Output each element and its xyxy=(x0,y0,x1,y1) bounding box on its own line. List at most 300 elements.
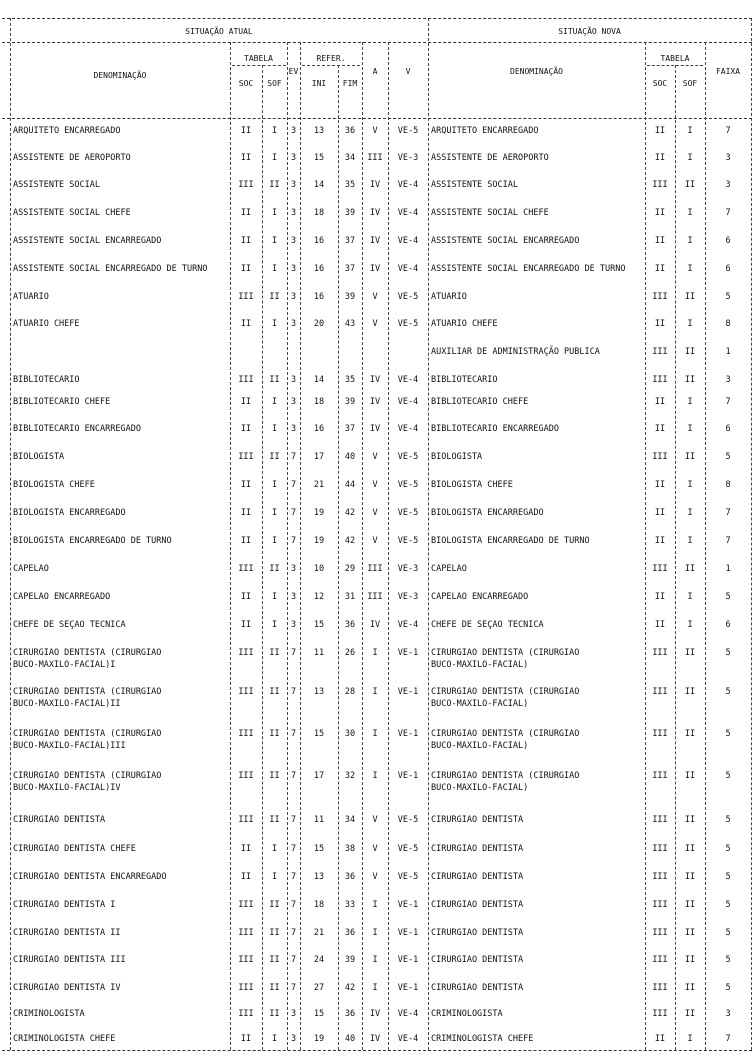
cell-a: V xyxy=(372,292,378,302)
cell-ev: 3 xyxy=(290,564,297,574)
cell-faixa: 6 xyxy=(725,264,731,274)
current-denominacao: CIRURGIAO DENTISTA CHEFE xyxy=(13,844,136,854)
cell-nsoc: II xyxy=(654,264,666,274)
cell-fim: 40 xyxy=(344,452,356,462)
col-header-denominacao: DENOMINAÇÃO xyxy=(93,71,147,80)
current-denominacao: ASSISTENTE SOCIAL ENCARREGADO xyxy=(13,236,162,246)
cell-ev: 3 xyxy=(290,592,297,602)
col-header-tabela-new: TABELA xyxy=(660,54,690,63)
cell-fim: 33 xyxy=(344,900,356,910)
cell-nsof: I xyxy=(687,424,693,434)
cell-v: VE-1 xyxy=(397,900,419,910)
cell-fim: 26 xyxy=(344,648,356,658)
cell-ev: 7 xyxy=(290,536,297,546)
cell-a: V xyxy=(372,452,378,462)
current-denominacao: BUCO-MAXILO-FACIAL)III xyxy=(13,741,126,751)
cell-fim: 30 xyxy=(344,729,356,739)
cell-a: V xyxy=(372,319,378,329)
cell-ini: 17 xyxy=(313,771,325,781)
cell-ini: 21 xyxy=(313,928,325,938)
new-denominacao: BIOLOGISTA ENCARREGADO xyxy=(431,508,544,518)
new-denominacao: BIOLOGISTA xyxy=(431,452,483,462)
cell-faixa: 5 xyxy=(725,729,731,739)
cell-nsof: II xyxy=(684,1009,696,1019)
new-denominacao: BUCO-MAXILO-FACIAL) xyxy=(431,783,529,793)
cell-nsof: I xyxy=(687,536,693,546)
cell-nsof: I xyxy=(687,236,693,246)
cell-sof: I xyxy=(271,508,278,518)
cell-sof: II xyxy=(269,983,280,993)
cell-nsoc: III xyxy=(652,292,668,302)
cell-ini: 17 xyxy=(313,452,325,462)
cell-ini: 24 xyxy=(313,955,325,965)
cell-soc: II xyxy=(240,620,252,630)
current-denominacao: ASSISTENTE SOCIAL ENCARREGADO DE TURNO xyxy=(13,264,208,274)
col-header-v: V xyxy=(405,67,411,76)
cell-fim: 37 xyxy=(344,236,356,246)
cell-soc: III xyxy=(238,900,254,910)
cell-fim: 36 xyxy=(344,928,356,938)
cell-ev: 3 xyxy=(290,319,297,329)
new-denominacao: BUCO-MAXILO-FACIAL) xyxy=(431,699,529,709)
cell-soc: III xyxy=(238,1009,254,1019)
cell-soc: III xyxy=(238,648,254,658)
new-denominacao: CIRURGIAO DENTISTA xyxy=(431,844,524,854)
cell-a: V xyxy=(372,126,378,136)
cell-nsof: II xyxy=(684,648,696,658)
cell-soc: II xyxy=(240,508,252,518)
current-denominacao: ATUARIO xyxy=(13,292,49,302)
current-denominacao: BUCO-MAXILO-FACIAL)II xyxy=(13,699,121,709)
cell-ini: 13 xyxy=(313,126,325,136)
cell-fim: 36 xyxy=(344,872,356,882)
cell-ini: 10 xyxy=(313,564,325,574)
cell-sof: II xyxy=(269,292,280,302)
cell-v: VE-5 xyxy=(397,536,419,546)
cell-nsoc: III xyxy=(652,564,668,574)
cell-nsoc: III xyxy=(652,1009,668,1019)
cell-ev: 7 xyxy=(290,508,297,518)
bottom-rule xyxy=(2,1050,752,1051)
cell-nsoc: III xyxy=(652,375,668,385)
cell-a: I xyxy=(372,729,378,739)
cell-ini: 13 xyxy=(313,687,325,697)
cell-fim: 42 xyxy=(344,508,356,518)
cell-soc: II xyxy=(240,424,252,434)
cell-sof: II xyxy=(269,452,280,462)
cell-ev: 3 xyxy=(290,208,297,218)
new-denominacao: CIRURGIAO DENTISTA xyxy=(431,983,524,993)
cell-v: VE-4 xyxy=(397,208,419,218)
cell-faixa: 5 xyxy=(725,983,731,993)
cell-v: VE-4 xyxy=(397,1034,419,1044)
cell-fim: 38 xyxy=(344,844,356,854)
cell-nsoc: III xyxy=(652,928,668,938)
new-denominacao: CIRURGIAO DENTISTA xyxy=(431,815,524,825)
cell-nsoc: III xyxy=(652,180,668,190)
cell-nsoc: III xyxy=(652,648,668,658)
cell-v: VE-4 xyxy=(397,424,419,434)
cell-ini: 12 xyxy=(313,592,325,602)
cell-sof: II xyxy=(269,687,280,697)
cell-faixa: 3 xyxy=(725,180,731,190)
cell-fim: 44 xyxy=(344,480,356,490)
cell-sof: I xyxy=(271,126,278,136)
cell-ev: 3 xyxy=(290,620,297,630)
cell-nsof: I xyxy=(687,620,693,630)
cell-nsof: II xyxy=(684,771,696,781)
cell-sof: I xyxy=(271,424,278,434)
cell-faixa: 6 xyxy=(725,620,731,630)
cell-sof: II xyxy=(269,771,280,781)
new-denominacao: BIBLIOTECARIO xyxy=(431,375,498,385)
cell-fim: 39 xyxy=(344,292,356,302)
new-denominacao: CHEFE DE SEÇAO TECNICA xyxy=(431,620,544,630)
cell-nsof: II xyxy=(684,452,696,462)
cell-a: IV xyxy=(369,424,381,434)
new-denominacao: BIOLOGISTA CHEFE xyxy=(431,480,513,490)
new-denominacao: CIRURGIAO DENTISTA xyxy=(431,900,524,910)
col-header-soc: SOC xyxy=(238,79,254,88)
cell-v: VE-1 xyxy=(397,983,419,993)
cell-v: VE-4 xyxy=(397,264,419,274)
cell-nsof: I xyxy=(687,397,693,407)
col-header-sof-new: SOF xyxy=(682,79,698,88)
cell-soc: II xyxy=(240,480,252,490)
cell-ini: 19 xyxy=(313,1034,325,1044)
cell-sof: I xyxy=(271,1034,278,1044)
cell-fim: 28 xyxy=(344,687,356,697)
cell-fim: 36 xyxy=(344,1009,356,1019)
cell-v: VE-1 xyxy=(397,648,419,658)
cell-ini: 16 xyxy=(313,236,325,246)
cell-nsoc: II xyxy=(654,1034,666,1044)
cell-faixa: 5 xyxy=(725,844,731,854)
cell-a: V xyxy=(372,508,378,518)
cell-ini: 11 xyxy=(313,815,325,825)
cell-v: VE-4 xyxy=(397,236,419,246)
cell-ini: 15 xyxy=(313,620,325,630)
new-denominacao: CIRURGIAO DENTISTA (CIRURGIAO xyxy=(431,729,580,739)
cell-ev: 7 xyxy=(290,928,297,938)
cell-faixa: 5 xyxy=(725,955,731,965)
cell-v: VE-3 xyxy=(397,564,419,574)
cell-nsoc: III xyxy=(652,844,668,854)
cell-sof: I xyxy=(271,236,278,246)
cell-faixa: 5 xyxy=(725,648,731,658)
cell-v: VE-3 xyxy=(397,153,419,163)
cell-nsof: II xyxy=(684,983,696,993)
cell-nsof: I xyxy=(687,592,693,602)
cell-ini: 27 xyxy=(313,983,325,993)
cell-nsoc: II xyxy=(654,536,666,546)
current-denominacao: BIBLIOTECARIO CHEFE xyxy=(13,397,111,407)
cell-faixa: 8 xyxy=(725,480,731,490)
cell-nsof: II xyxy=(684,844,696,854)
cell-ini: 15 xyxy=(313,153,325,163)
current-denominacao: ARQUITETO ENCARREGADO xyxy=(13,126,121,136)
new-denominacao: ASSISTENTE DE AEROPORTO xyxy=(431,153,549,163)
cell-faixa: 5 xyxy=(725,900,731,910)
cell-v: VE-4 xyxy=(397,397,419,407)
cell-faixa: 5 xyxy=(725,771,731,781)
cell-fim: 36 xyxy=(344,126,356,136)
cell-ini: 13 xyxy=(313,872,325,882)
cell-v: VE-5 xyxy=(397,292,419,302)
cell-a: V xyxy=(372,872,378,882)
current-denominacao: BIOLOGISTA ENCARREGADO xyxy=(13,508,126,518)
cell-ev: 3 xyxy=(290,1034,297,1044)
current-denominacao: ASSISTENTE SOCIAL CHEFE xyxy=(13,208,131,218)
cell-sof: I xyxy=(271,319,278,329)
cell-fim: 43 xyxy=(344,319,356,329)
cell-nsoc: III xyxy=(652,900,668,910)
new-denominacao: CIRURGIAO DENTISTA (CIRURGIAO xyxy=(431,687,580,697)
cell-nsoc: II xyxy=(654,592,666,602)
cell-sof: I xyxy=(271,208,278,218)
cell-soc: III xyxy=(238,815,254,825)
new-denominacao: BIBLIOTECARIO CHEFE xyxy=(431,397,529,407)
cell-nsoc: III xyxy=(652,729,668,739)
cell-soc: III xyxy=(238,452,254,462)
current-denominacao: CIRURGIAO DENTISTA xyxy=(13,815,106,825)
cell-ini: 19 xyxy=(313,536,325,546)
cell-nsoc: II xyxy=(654,126,666,136)
cell-nsof: I xyxy=(687,508,693,518)
cell-v: VE-5 xyxy=(397,508,419,518)
current-denominacao: CIRURGIAO DENTISTA ENCARREGADO xyxy=(13,872,167,882)
cell-sof: I xyxy=(271,153,278,163)
cell-a: IV xyxy=(369,620,381,630)
cell-nsof: II xyxy=(684,900,696,910)
cell-a: IV xyxy=(369,397,381,407)
cell-nsof: II xyxy=(684,928,696,938)
cell-soc: III xyxy=(238,375,254,385)
cell-ev: 7 xyxy=(290,815,297,825)
new-denominacao: ATUARIO xyxy=(431,292,467,302)
cell-soc: III xyxy=(238,292,254,302)
cell-faixa: 3 xyxy=(725,153,731,163)
right-title: SITUAÇÃO NOVA xyxy=(558,27,621,36)
new-denominacao: ASSISTENTE SOCIAL xyxy=(431,180,518,190)
cell-faixa: 5 xyxy=(725,687,731,697)
cell-a: IV xyxy=(369,180,381,190)
cell-a: I xyxy=(372,648,378,658)
new-denominacao: BIBLIOTECARIO ENCARREGADO xyxy=(431,424,559,434)
cell-v: VE-5 xyxy=(397,815,419,825)
cell-fim: 35 xyxy=(344,375,356,385)
right-border xyxy=(751,18,752,1050)
cell-a: V xyxy=(372,480,378,490)
cell-sof: I xyxy=(271,844,278,854)
cell-v: VE-1 xyxy=(397,687,419,697)
cell-nsof: II xyxy=(684,815,696,825)
cell-faixa: 7 xyxy=(725,508,731,518)
cell-nsof: II xyxy=(684,292,696,302)
new-denominacao: ASSISTENTE SOCIAL ENCARREGADO DE TURNO xyxy=(431,264,626,274)
current-denominacao: CHEFE DE SEÇAO TECNICA xyxy=(13,620,126,630)
cell-nsoc: III xyxy=(652,872,668,882)
col-header-a: A xyxy=(372,67,378,76)
cell-faixa: 3 xyxy=(725,375,731,385)
cell-ev: 3 xyxy=(290,180,297,190)
cell-v: VE-5 xyxy=(397,126,419,136)
cell-nsoc: III xyxy=(652,815,668,825)
cell-ev: 7 xyxy=(290,648,297,658)
cell-fim: 34 xyxy=(344,153,356,163)
cell-ini: 16 xyxy=(313,424,325,434)
cell-sof: I xyxy=(271,264,278,274)
cell-nsoc: II xyxy=(654,236,666,246)
cell-sof: II xyxy=(269,729,280,739)
cell-a: IV xyxy=(369,208,381,218)
cell-ev: 7 xyxy=(290,771,297,781)
cell-a: IV xyxy=(369,1034,381,1044)
left-border xyxy=(10,18,11,1050)
new-denominacao: AUXILIAR DE ADMINISTRAÇÃO PUBLICA xyxy=(431,347,600,357)
cell-faixa: 5 xyxy=(725,292,731,302)
cell-faixa: 8 xyxy=(725,319,731,329)
cell-sof: I xyxy=(271,872,278,882)
cell-nsoc: III xyxy=(652,347,668,357)
current-denominacao: CIRURGIAO DENTISTA (CIRURGIAO xyxy=(13,729,162,739)
cell-fim: 29 xyxy=(344,564,356,574)
cell-nsof: I xyxy=(687,319,693,329)
cell-nsoc: III xyxy=(652,983,668,993)
cell-fim: 39 xyxy=(344,208,356,218)
cell-fim: 39 xyxy=(344,955,356,965)
cell-ev: 7 xyxy=(290,687,297,697)
left-title: SITUAÇÃO ATUAL xyxy=(185,27,253,36)
cell-v: VE-5 xyxy=(397,872,419,882)
cell-fim: 42 xyxy=(344,536,356,546)
new-denominacao: CIRURGIAO DENTISTA xyxy=(431,928,524,938)
cell-nsof: II xyxy=(684,347,696,357)
cell-soc: III xyxy=(238,564,254,574)
cell-v: VE-5 xyxy=(397,844,419,854)
cell-ev: 7 xyxy=(290,983,297,993)
cell-nsoc: II xyxy=(654,480,666,490)
col-header-faixa: FAIXA xyxy=(715,67,741,76)
cell-ev: 7 xyxy=(290,480,297,490)
cell-nsof: II xyxy=(684,564,696,574)
cell-soc: II xyxy=(240,844,252,854)
cell-soc: II xyxy=(240,1034,252,1044)
cell-nsof: II xyxy=(684,375,696,385)
cell-v: VE-4 xyxy=(397,180,419,190)
cell-sof: II xyxy=(269,928,280,938)
cell-a: V xyxy=(372,844,378,854)
cell-v: VE-1 xyxy=(397,729,419,739)
cell-a: IV xyxy=(369,264,381,274)
cell-fim: 42 xyxy=(344,983,356,993)
cell-fim: 40 xyxy=(344,1034,356,1044)
cell-sof: I xyxy=(271,480,278,490)
header-bottom-rule xyxy=(2,118,752,119)
new-denominacao: BIOLOGISTA ENCARREGADO DE TURNO xyxy=(431,536,590,546)
cell-ini: 15 xyxy=(313,729,325,739)
current-denominacao: BUCO-MAXILO-FACIAL)IV xyxy=(13,783,121,793)
cell-a: I xyxy=(372,771,378,781)
cell-a: IV xyxy=(369,1009,381,1019)
tabela-sub-rule-new xyxy=(647,65,703,66)
cell-fim: 37 xyxy=(344,264,356,274)
middle-divider xyxy=(428,18,429,1050)
cell-faixa: 7 xyxy=(725,126,731,136)
cell-soc: II xyxy=(240,208,252,218)
cell-ev: 7 xyxy=(290,872,297,882)
cell-a: I xyxy=(372,983,378,993)
cell-v: VE-1 xyxy=(397,771,419,781)
cell-ev: 7 xyxy=(290,900,297,910)
top-rule xyxy=(2,18,752,19)
new-denominacao: CIRURGIAO DENTISTA xyxy=(431,955,524,965)
current-denominacao: BIBLIOTECARIO ENCARREGADO xyxy=(13,424,141,434)
cell-ini: 15 xyxy=(313,1009,325,1019)
cell-v: VE-4 xyxy=(397,1009,419,1019)
cell-ev: 3 xyxy=(290,1009,297,1019)
current-denominacao: ASSISTENTE SOCIAL xyxy=(13,180,100,190)
current-denominacao: CIRURGIAO DENTISTA I xyxy=(13,900,116,910)
current-denominacao: BIOLOGISTA xyxy=(13,452,65,462)
cell-soc: III xyxy=(238,180,254,190)
cell-soc: II xyxy=(240,126,252,136)
current-denominacao: BIOLOGISTA ENCARREGADO DE TURNO xyxy=(13,536,172,546)
cell-faixa: 1 xyxy=(725,347,731,357)
new-denominacao: BUCO-MAXILO-FACIAL) xyxy=(431,660,529,670)
cell-a: III xyxy=(367,592,383,602)
cell-v: VE-1 xyxy=(397,928,419,938)
cell-nsoc: II xyxy=(654,620,666,630)
cell-ini: 16 xyxy=(313,264,325,274)
cell-v: VE-4 xyxy=(397,620,419,630)
cell-a: III xyxy=(367,153,383,163)
cell-fim: 32 xyxy=(344,771,356,781)
cell-ev: 3 xyxy=(290,126,297,136)
col-header-refer: REFER. xyxy=(316,54,346,63)
cell-soc: II xyxy=(240,153,252,163)
cell-soc: III xyxy=(238,729,254,739)
cell-faixa: 3 xyxy=(725,1009,731,1019)
cell-a: I xyxy=(372,928,378,938)
new-denominacao: CAPELAO xyxy=(431,564,467,574)
col-header-ini: INI xyxy=(311,79,327,88)
cell-faixa: 1 xyxy=(725,564,731,574)
cell-nsof: II xyxy=(684,687,696,697)
cell-ev: 3 xyxy=(290,375,297,385)
cell-nsoc: II xyxy=(654,397,666,407)
col-header-ev: EV xyxy=(288,67,299,76)
current-denominacao: BIOLOGISTA CHEFE xyxy=(13,480,95,490)
cell-fim: 37 xyxy=(344,424,356,434)
cell-ini: 16 xyxy=(313,292,325,302)
col-header-tabela: TABELA xyxy=(244,54,273,63)
cell-nsof: I xyxy=(687,480,693,490)
cell-nsoc: II xyxy=(654,208,666,218)
current-denominacao: CIRURGIAO DENTISTA (CIRURGIAO xyxy=(13,687,162,697)
cell-ev: 3 xyxy=(290,153,297,163)
col-header-denominacao-new: DENOMINAÇÃO xyxy=(510,67,563,76)
tabela-sub-rule xyxy=(232,65,286,66)
cell-soc: II xyxy=(240,319,252,329)
cell-sof: I xyxy=(271,620,278,630)
cell-soc: III xyxy=(238,983,254,993)
cell-nsoc: III xyxy=(652,771,668,781)
cell-fim: 31 xyxy=(344,592,356,602)
cell-ev: 7 xyxy=(290,844,297,854)
cell-ini: 19 xyxy=(313,508,325,518)
new-denominacao: CRIMINOLOGISTA xyxy=(431,1009,503,1019)
